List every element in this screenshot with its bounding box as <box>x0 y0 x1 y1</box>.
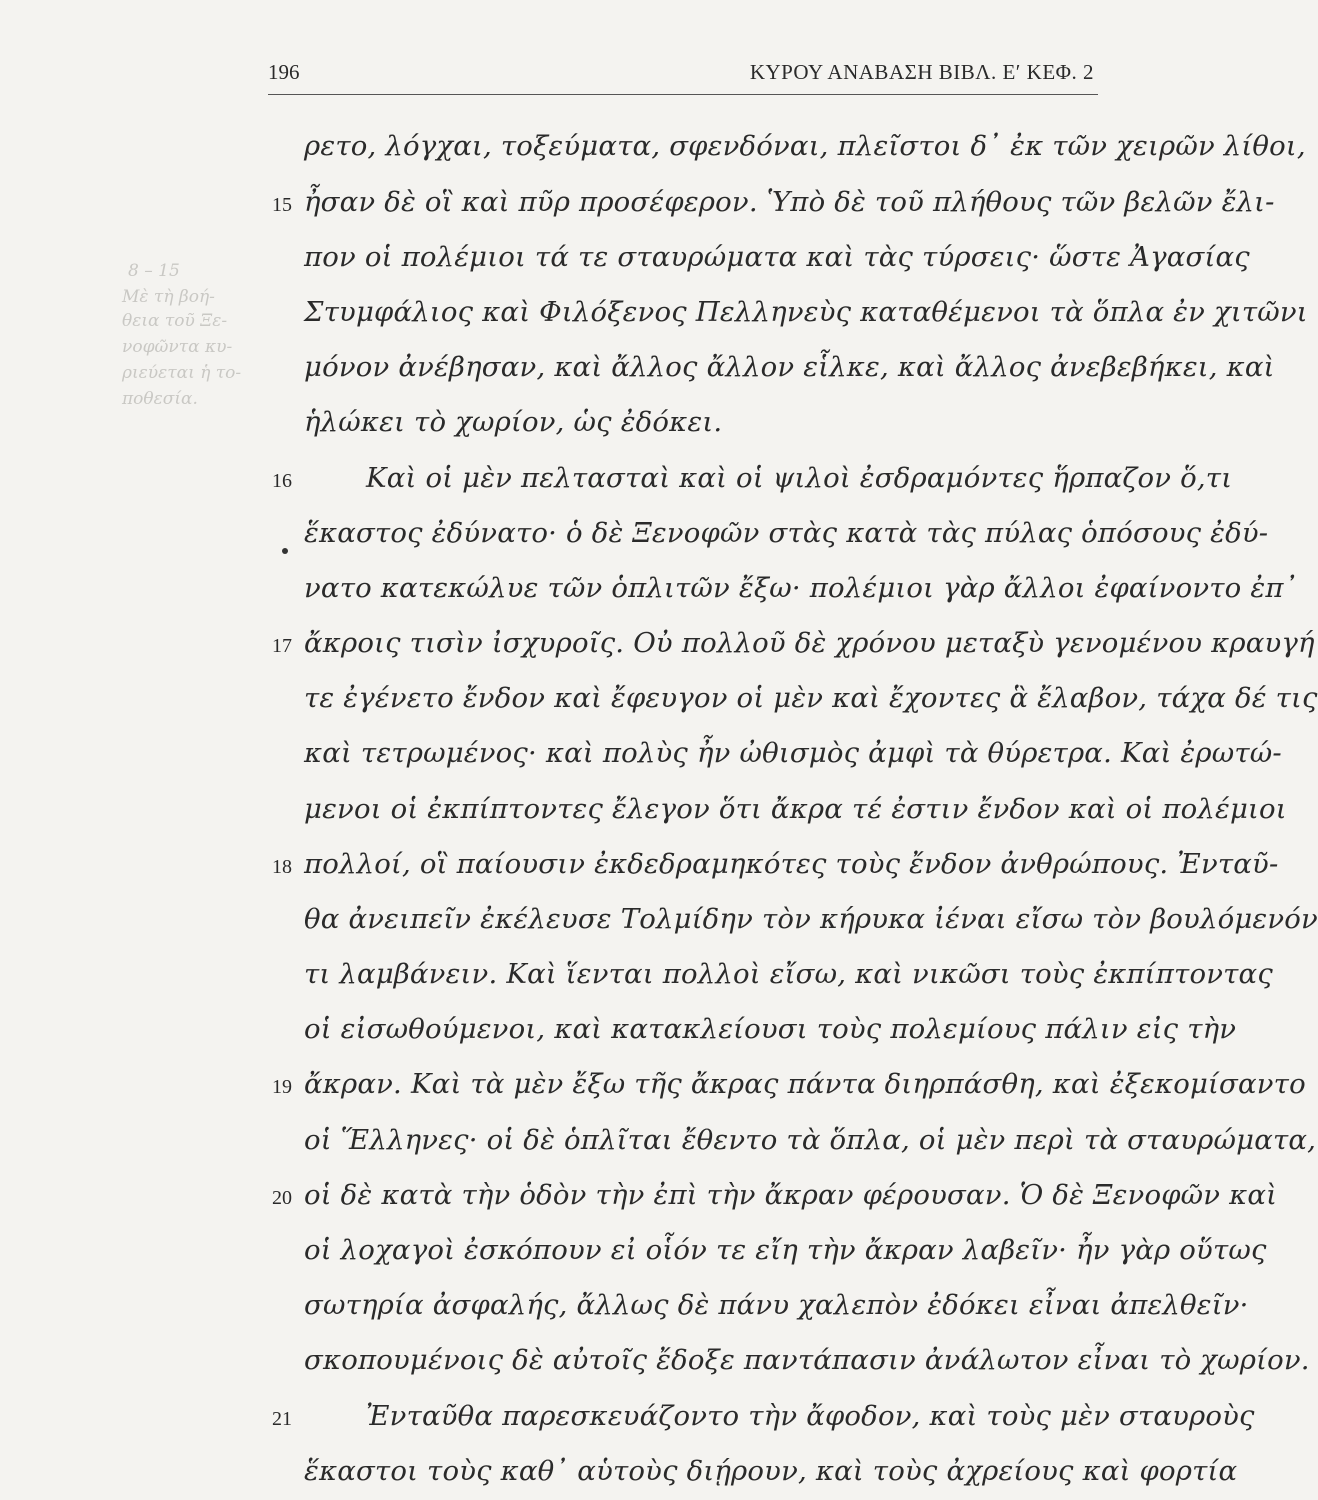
section-number-16: 16 <box>272 470 292 492</box>
text-line: ἡλώκει τὸ χωρίον, ὡς ἐδόκει. <box>304 406 723 438</box>
text-line: ἕκαστος ἐδύνατο· ὁ δὲ Ξενοφῶν στὰς κατὰ τὰς πύλας ὁπόσους ἐδύ- <box>304 517 1269 549</box>
ghost-line: ριεύεται ἡ το- <box>122 363 242 383</box>
text-line: Ἐνταῦθα παρεσκευάζοντο τὴν ἄφοδον, καὶ τοὺς μὲν σταυροὺς <box>366 1400 1255 1432</box>
text-line: τε ἐγένετο ἔνδον καὶ ἔφευγον οἱ μὲν καὶ ἔχοντες ἃ ἔλαβον, τάχα δέ τις <box>304 682 1318 714</box>
text-line: Καὶ οἱ μὲν πελτασταὶ καὶ οἱ ψιλοὶ ἐσδραμόντες ἥρπαζον ὅ,τι <box>366 462 1233 494</box>
section-number-17: 17 <box>272 635 292 657</box>
text-line: νατο κατεκώλυε τῶν ὁπλιτῶν ἔξω· πολέμιοι γὰρ ἄλλοι ἐφαίνοντο ἐπ᾽ <box>304 572 1298 604</box>
text-line: σκοπουμένοις δὲ αὐτοῖς ἔδοξε παντάπασιν ἀνάλωτον εἶναι τὸ χωρίον. <box>304 1344 1310 1376</box>
text-line: οἱ εἰσωθούμενοι, καὶ κατακλείουσι τοὺς πολεμίους πάλιν εἰς τὴν <box>304 1013 1237 1045</box>
text-line: οἱ δὲ κατὰ τὴν ὁδὸν τὴν ἐπὶ τὴν ἄκραν φέρουσαν. Ὁ δὲ Ξενοφῶν καὶ <box>304 1179 1278 1211</box>
ghost-line: νοφῶντα κυ- <box>122 337 233 357</box>
section-number-21: 21 <box>272 1408 292 1430</box>
text-line: πον οἱ πολέμιοι τά τε σταυρώματα καὶ τὰς τύρσεις· ὥστε Ἀγασίας <box>304 241 1250 273</box>
running-title: ΚΥΡΟΥ ΑΝΑΒΑΣΗ ΒΙΒΛ. Ε′ ΚΕΦ. 2 <box>749 60 1094 84</box>
text-line: ἄκροις τισὶν ἰσχυροῖς. Οὐ πολλοῦ δὲ χρόνου μεταξὺ γενομένου κραυγή <box>304 627 1315 659</box>
text-line: οἱ λοχαγοὶ ἐσκόπουν εἰ οἷόν τε εἴη τὴν ἄκραν λαβεῖν· ἦν γὰρ οὕτως <box>304 1234 1267 1266</box>
page-number: 196 <box>268 60 300 84</box>
text-line: Στυμφάλιος καὶ Φιλόξενος Πελληνεὺς καταθέμενοι τὰ ὅπλα ἐν χιτῶνι <box>304 296 1308 328</box>
text-line: μενοι οἱ ἐκπίπτοντες ἔλεγον ὅτι ἄκρα τέ ἐστιν ἔνδον καὶ οἱ πολέμιοι <box>304 793 1287 825</box>
text-line: καὶ τετρωμένος· καὶ πολὺς ἦν ὠθισμὸς ἀμφὶ τὰ θύρετρα. Καὶ ἐρωτώ- <box>304 737 1282 769</box>
margin-dot <box>282 548 288 554</box>
section-number-19: 19 <box>272 1076 292 1098</box>
section-number-18: 18 <box>272 856 292 878</box>
text-line: ἕκαστοι τοὺς καθ᾽ αὑτοὺς διῄρουν, καὶ τοὺς ἀχρείους καὶ φορτία <box>304 1455 1238 1487</box>
text-line: μόνον ἀνέβησαν, καὶ ἄλλος ἄλλον εἷλκε, καὶ ἄλλος ἀνεβεβήκει, καὶ <box>304 351 1275 383</box>
text-line: ἄκραν. Καὶ τὰ μὲν ἔξω τῆς ἄκρας πάντα διηρπάσθη, καὶ ἐξεκομίσαντο <box>304 1068 1306 1100</box>
text-line: πολλοί, οἳ παίουσιν ἐκδεδραμηκότες τοὺς ἔνδον ἀνθρώπους. Ἐνταῦ- <box>304 848 1279 880</box>
text-line: οἱ Ἕλληνες· οἱ δὲ ὁπλῖται ἔθεντο τὰ ὅπλα, οἱ μὲν περὶ τὰ σταυρώματα, <box>304 1124 1317 1156</box>
text-line: ρετο, λόγχαι, τοξεύματα, σφενδόναι, πλεῖστοι δ᾽ ἐκ τῶν χειρῶν λίθοι, <box>304 130 1306 162</box>
ghost-line: ποθεσία. <box>122 389 198 409</box>
ghost-line: 8 – 15 <box>128 261 180 281</box>
ghost-line: θεια τοῦ Ξε- <box>122 311 228 331</box>
ghost-line: Μὲ τὴ βοή- <box>122 287 215 307</box>
section-number-20: 20 <box>272 1187 292 1209</box>
section-number-15: 15 <box>272 194 292 216</box>
text-line: σωτηρία ἀσφαλής, ἄλλως δὲ πάνυ χαλεπὸν ἐδόκει εἶναι ἀπελθεῖν· <box>304 1289 1249 1321</box>
text-line: τι λαμβάνειν. Καὶ ἵενται πολλοὶ εἴσω, καὶ νικῶσι τοὺς ἐκπίπτοντας <box>304 958 1273 990</box>
text-line: ἦσαν δὲ οἳ καὶ πῦρ προσέφερον. Ὑπὸ δὲ τοῦ πλήθους τῶν βελῶν ἔλι- <box>304 186 1275 218</box>
text-line: θα ἀνειπεῖν ἐκέλευσε Τολμίδην τὸν κήρυκα ἰέναι εἴσω τὸν βουλόμενόν <box>304 903 1318 935</box>
